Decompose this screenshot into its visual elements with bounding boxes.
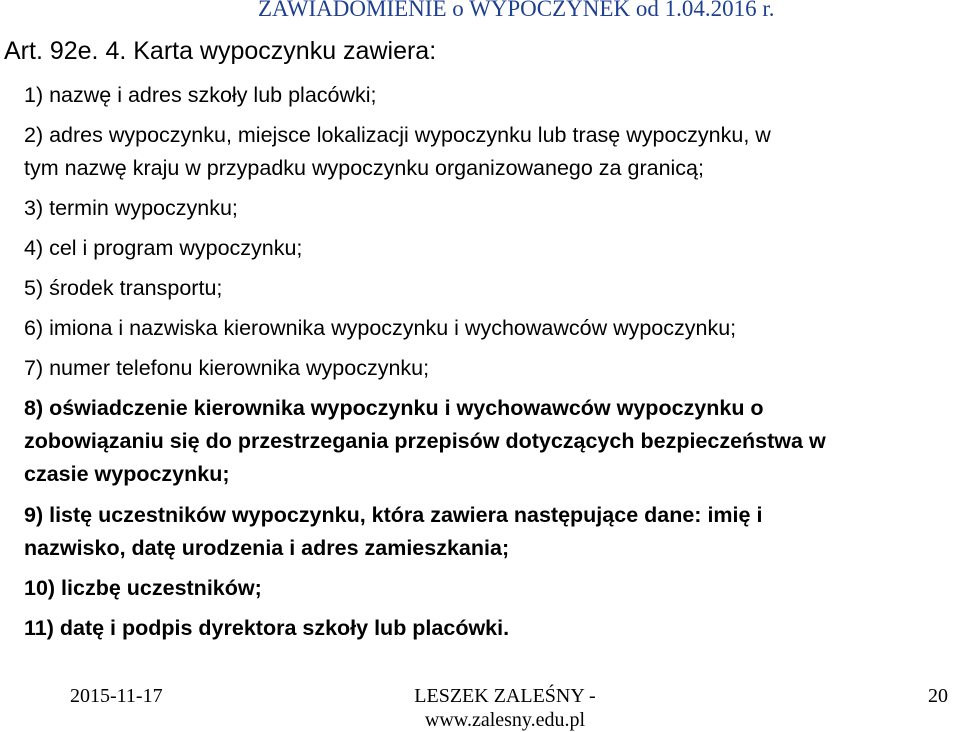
footer-author-name: LESZEK ZALEŚNY - bbox=[414, 685, 596, 707]
list-item-2-line-1: 2) adres wypoczynku, miejsce lokalizacji wypoczynku lub trasę wypoczynku, w bbox=[24, 123, 771, 147]
list-item-7: 7) numer telefonu kierownika wypoczynku; bbox=[24, 356, 430, 380]
list-item-2-line-2: tym nazwę kraju w przypadku wypoczynku organizowanego za granicą; bbox=[24, 156, 704, 180]
list-item-9-line-1: 9) listę uczestników wypoczynku, która zawiera następujące dane: imię i bbox=[24, 503, 763, 527]
list-item-10: 10) liczbę uczestników; bbox=[24, 576, 262, 600]
footer-page-number: 20 bbox=[928, 685, 948, 707]
list-item-8-line-3: czasie wypoczynku; bbox=[24, 462, 230, 486]
list-item-3: 3) termin wypoczynku; bbox=[24, 196, 238, 220]
footer-author-website: www.zalesny.edu.pl bbox=[424, 709, 586, 731]
list-item-11: 11) datę i podpis dyrektora szkoły lub placówki. bbox=[24, 616, 510, 640]
list-item-9-line-2: nazwisko, datę urodzenia i adres zamieszkania; bbox=[24, 536, 510, 560]
footer-date: 2015-11-17 bbox=[70, 685, 163, 707]
article-heading: Art. 92e. 4. Karta wypoczynku zawiera: bbox=[4, 37, 437, 65]
list-item-8-line-2: zobowiązaniu się do przestrzegania przepisów dotyczących bezpieczeństwa w bbox=[24, 429, 826, 453]
footer-author bbox=[400, 684, 610, 732]
list-item-1: 1) nazwę i adres szkoły lub placówki; bbox=[24, 83, 377, 107]
list-item-6: 6) imiona i nazwiska kierownika wypoczynku i wychowawców wypoczynku; bbox=[24, 316, 737, 340]
list-item-8-line-1: 8) oświadczenie kierownika wypoczynku i wychowawców wypoczynku o bbox=[24, 396, 764, 420]
slide-header-title: ZAWIADOMIENIE o WYPOCZYNEK od 1.04.2016 r. bbox=[258, 0, 775, 21]
list-item-5: 5) środek transportu; bbox=[24, 276, 223, 300]
list-item-4: 4) cel i program wypoczynku; bbox=[24, 236, 303, 260]
